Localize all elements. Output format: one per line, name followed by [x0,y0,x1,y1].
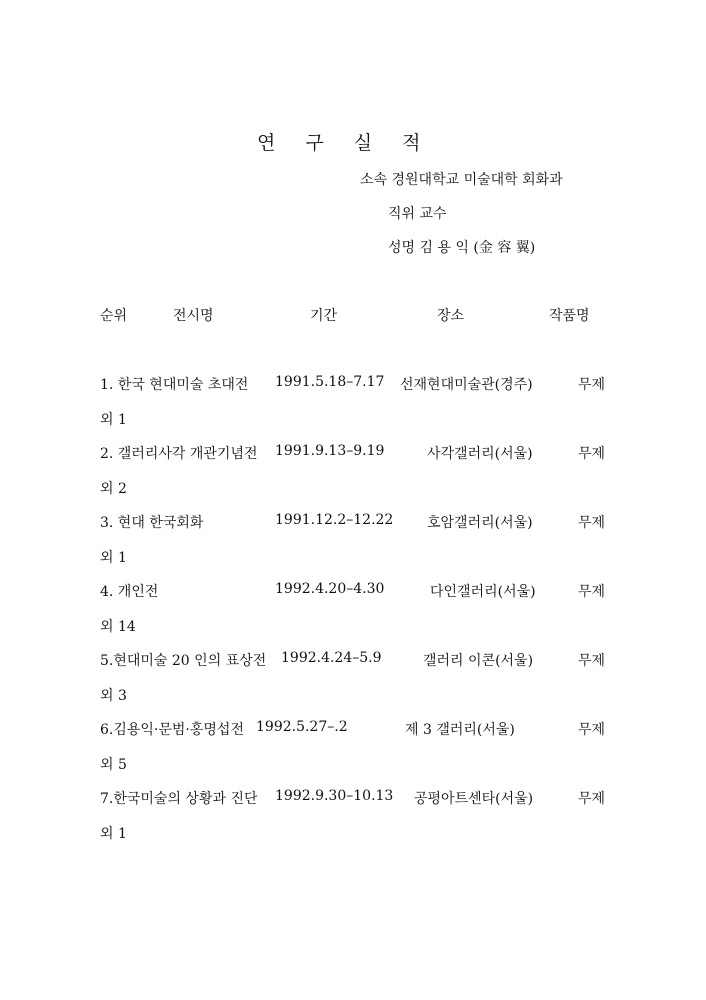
exhibition-period: 1992.4.24–5.9 [281,650,382,666]
exhibition-title: 1. 한국 현대미술 초대전 [100,377,249,393]
exhibition-title: 5.현대미술 20 인의 표상전 [100,653,267,669]
exhibition-period: 1991.12.2–12.22 [275,512,394,528]
exhibition-period: 1992.4.20–4.30 [275,581,385,597]
table-row [0,374,706,394]
row-note: 외 1 [100,550,127,566]
title-char: 구 [305,132,324,154]
author-name: 성명 김 용 익 (金 容 翼) [388,240,536,256]
exhibition-venue: 공평아트센타(서울) [414,791,534,807]
work-title: 무제 [578,584,606,600]
exhibition-venue: 갤러리 이콘(서울) [423,653,534,669]
exhibition-title: 6.김용익·문범·홍명섭전 [100,722,244,738]
table-row [0,512,706,532]
work-title: 무제 [578,791,606,807]
row-note: 외 1 [100,826,127,842]
header-period: 기간 [310,308,338,324]
exhibition-venue: 사각갤러리(서울) [427,446,533,462]
exhibition-venue: 선재현대미술관(경주) [400,377,533,393]
header-work: 작품명 [549,308,590,324]
table-row [0,719,706,739]
exhibition-period: 1991.5.18–7.17 [275,374,385,390]
exhibition-period: 1991.9.13–9.19 [275,443,385,459]
exhibition-venue: 제 3 갤러리(서울) [405,722,515,738]
work-title: 무제 [578,377,606,393]
exhibition-title: 2. 갤러리사각 개관기념전 [100,446,258,462]
work-title: 무제 [578,722,606,738]
header-rank: 순위 [100,308,128,324]
work-title: 무제 [578,515,606,531]
row-note: 외 1 [100,412,127,428]
title-char: 실 [353,132,373,154]
work-title: 무제 [578,653,606,669]
header-venue: 장소 [437,308,465,324]
title-char: 연 [257,132,276,154]
table-row [0,788,706,808]
affiliation: 소속 경원대학교 미술대학 회화과 [360,172,563,188]
exhibition-period: 1992.5.27–.2 [256,719,348,735]
exhibition-title: 4. 개인전 [100,584,159,600]
exhibition-venue: 다인갤러리(서울) [430,584,536,600]
exhibition-venue: 호암갤러리(서울) [427,515,533,531]
exhibition-title: 7.한국미술의 상황과 진단 [100,791,258,807]
row-note: 외 14 [100,619,136,635]
row-note: 외 5 [100,757,127,773]
header-exhibition: 전시명 [173,308,214,324]
table-row [0,650,706,670]
work-title: 무제 [578,446,606,462]
document-title [257,128,450,155]
position: 직위 교수 [388,206,447,222]
row-note: 외 3 [100,688,127,704]
table-row [0,443,706,463]
table-row [0,581,706,601]
exhibition-period: 1992.9.30–10.13 [275,788,394,804]
title-char: 적 [402,132,421,154]
exhibition-title: 3. 현대 한국회화 [100,515,204,531]
row-note: 외 2 [100,481,127,497]
